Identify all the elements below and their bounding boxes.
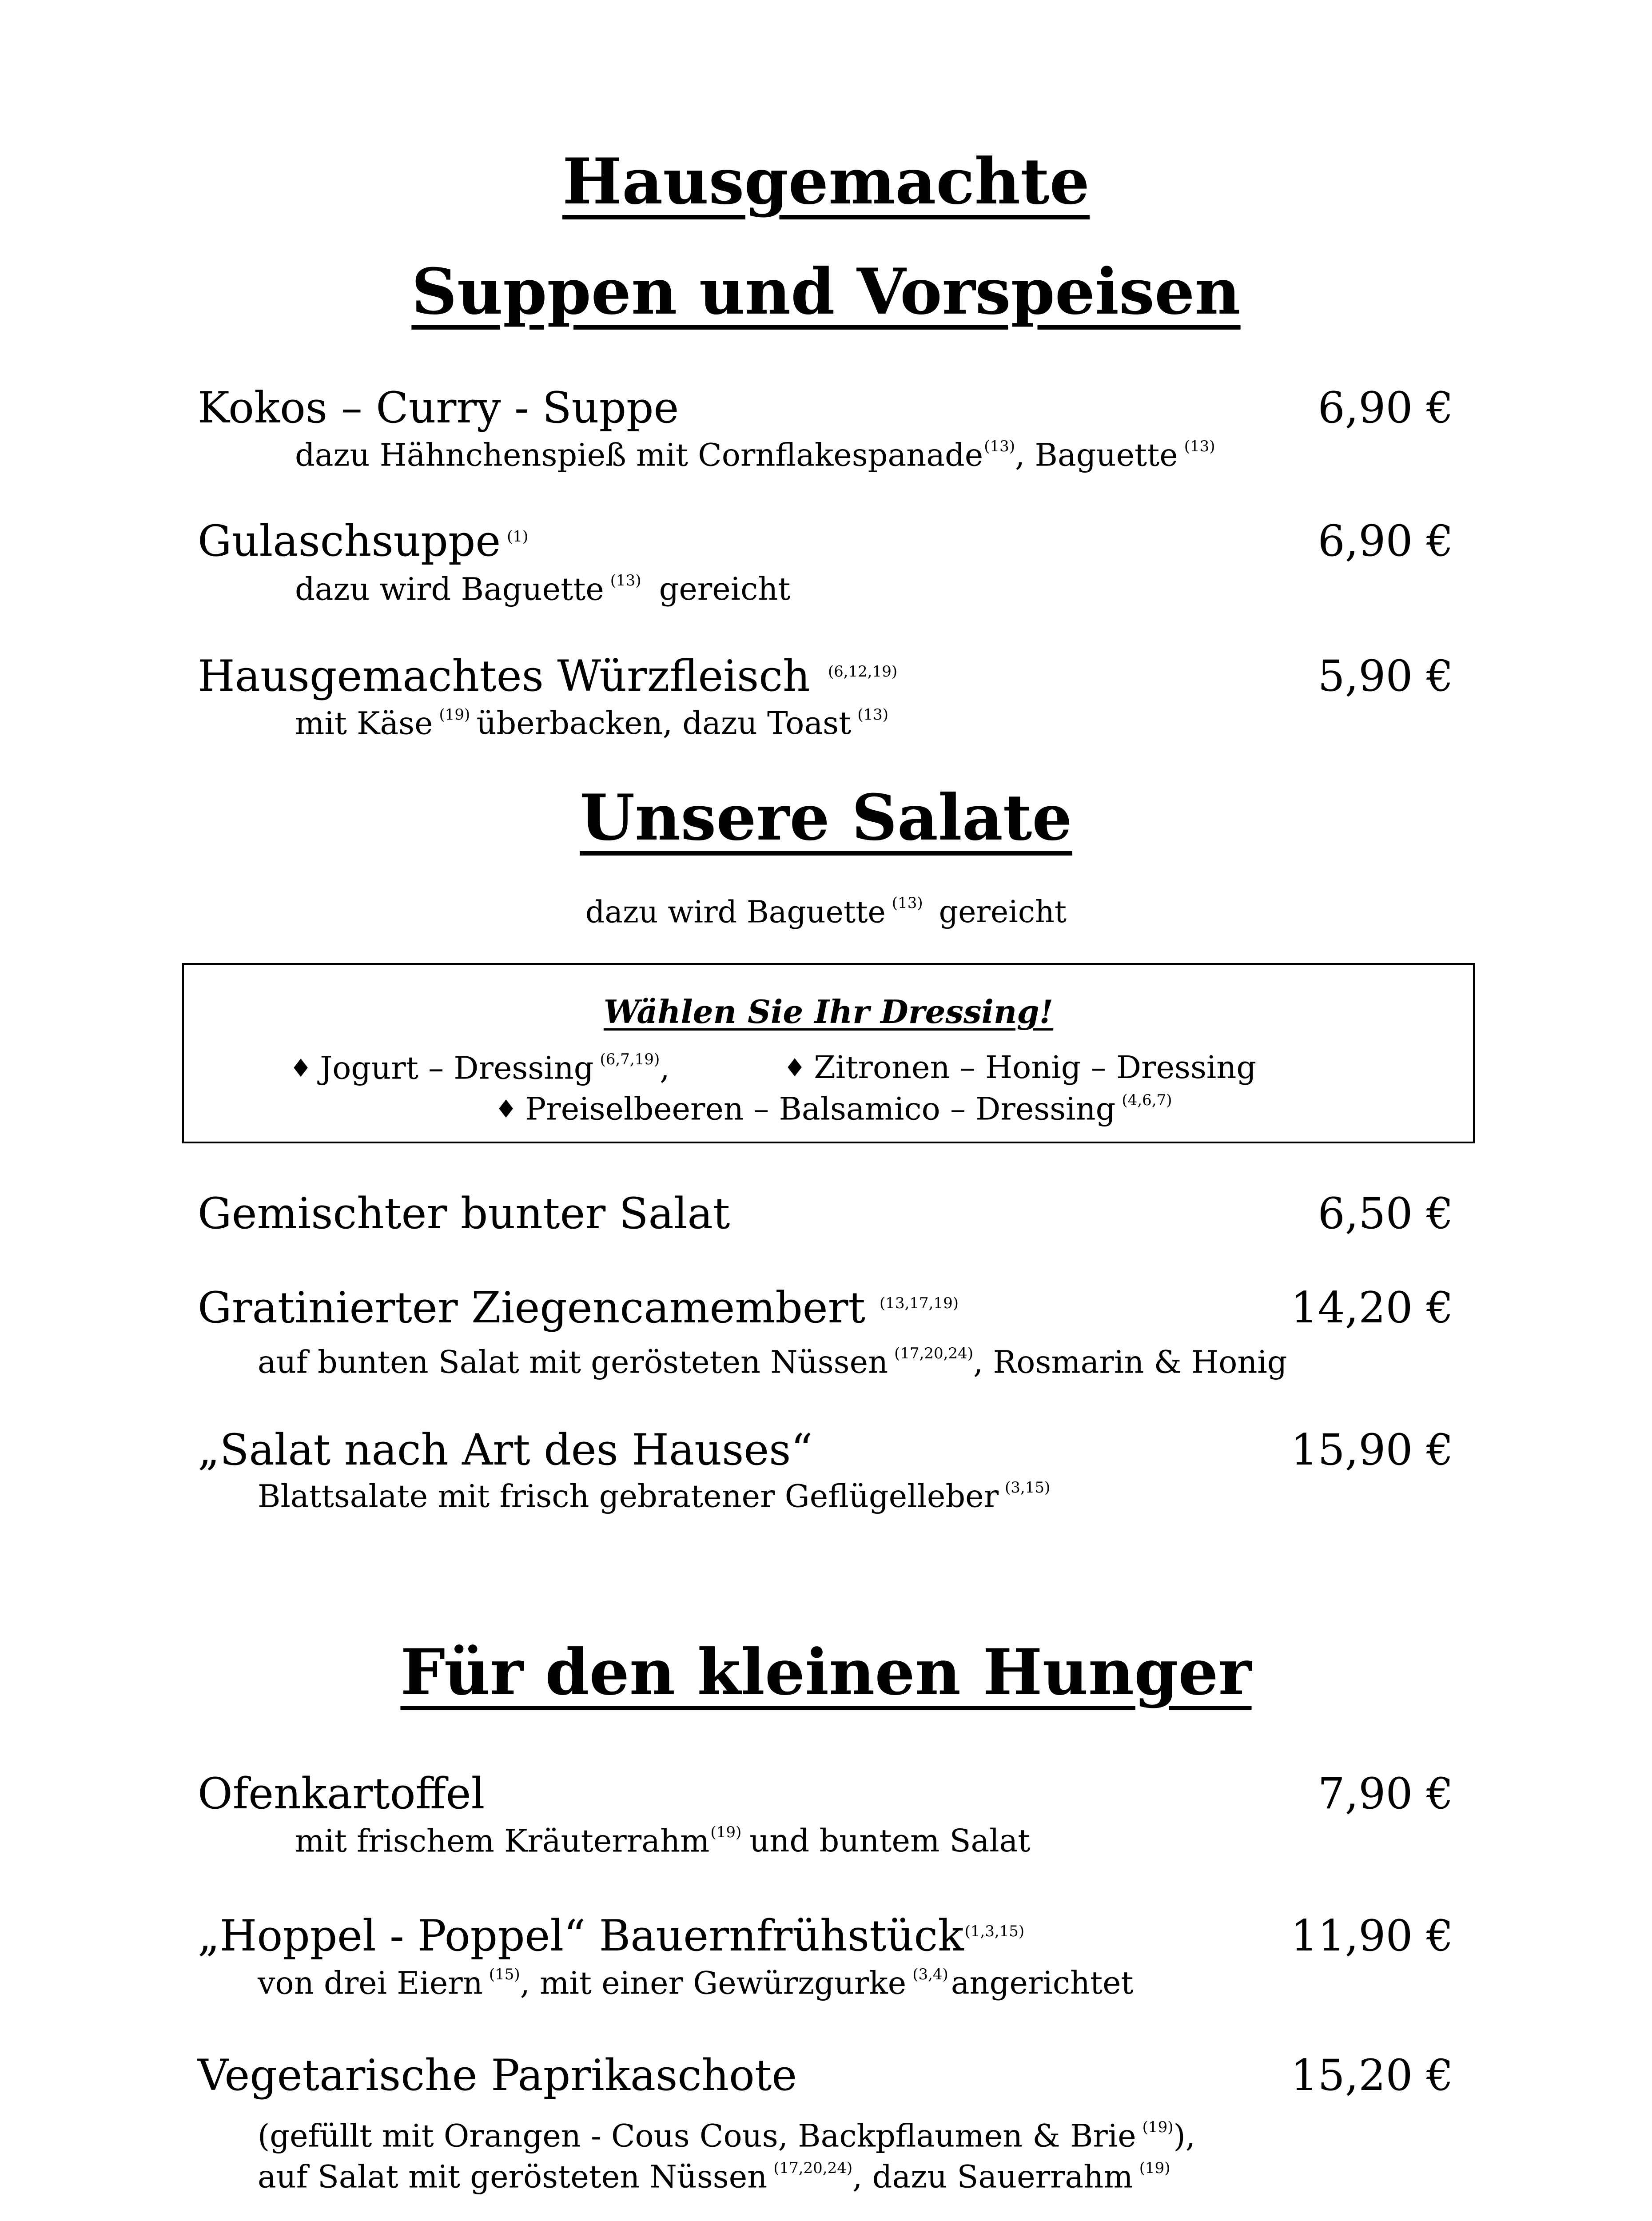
desc-text: , Rosmarin & Honig: [973, 1344, 1287, 1381]
menu-item-description: [258, 1478, 1051, 1515]
allergen-note: (13): [857, 706, 889, 724]
menu-item-description: [258, 1344, 1287, 1381]
menu-item-price: 15,90 €: [1290, 1425, 1453, 1475]
desc-text: von drei Eiern: [258, 1965, 483, 2002]
desc-text: und buntem Salat: [749, 1823, 1031, 1859]
dressing-option: [784, 1049, 1257, 1086]
menu-item-price: 15,20 €: [1290, 2050, 1453, 2100]
section-title-small-hunger: Für den kleinen Hunger: [400, 1636, 1252, 1709]
item-name-text: Hausgemachtes Würzfleisch: [198, 651, 810, 701]
desc-text: mit frischem Kräuterrahm: [295, 1823, 710, 1859]
diamond-bullet-icon: ♦: [290, 1054, 312, 1083]
dressing-option: [290, 1050, 670, 1087]
desc-text: auf bunten Salat mit gerösteten Nüssen: [258, 1344, 888, 1381]
desc-text: , mit einer Gewürzgurke: [520, 1965, 907, 2002]
menu-item-description: [295, 705, 889, 742]
allergen-note: (17,20,24): [773, 2159, 853, 2177]
subline-text: gereicht: [939, 895, 1067, 930]
allergen-note: (17,20,24): [894, 1345, 974, 1362]
salads-subline: [0, 894, 1652, 930]
desc-text: dazu wird Baguette: [295, 571, 604, 608]
menu-item-description: [295, 1823, 1031, 1859]
allergen-note: (13): [1184, 438, 1215, 455]
item-name-text: Gulaschsuppe: [198, 516, 501, 566]
menu-item-price: 6,50 €: [1318, 1189, 1453, 1238]
menu-item-description: [258, 1965, 1134, 2002]
menu-item-price: 6,90 €: [1318, 383, 1453, 433]
allergen-note: (13): [610, 572, 641, 589]
allergen-note: (1): [507, 527, 529, 545]
allergen-note: (1,3,15): [964, 1922, 1025, 1940]
section-title-homemade: Hausgemachte: [562, 145, 1090, 219]
menu-item-description: [295, 437, 1215, 474]
desc-text: mit Käse: [295, 705, 433, 742]
menu-item-description: [258, 2118, 1196, 2154]
allergen-note: (4,6,7): [1122, 1091, 1172, 1109]
menu-item-name: [198, 1283, 959, 1333]
section-title-salads: Unsere Salate: [580, 781, 1072, 855]
menu-item-name: [198, 516, 529, 566]
menu-item-name: [198, 1189, 730, 1238]
desc-text: überbacken, dazu Toast: [476, 705, 852, 742]
diamond-bullet-icon: ♦: [784, 1053, 806, 1083]
desc-text: (gefüllt mit Orangen - Cous Cous, Backpflaumen & Brie: [258, 2118, 1136, 2154]
desc-text: , dazu Sauerrahm: [852, 2158, 1133, 2195]
allergen-note: (3,4): [912, 1966, 948, 1983]
menu-item-name: [198, 383, 679, 433]
allergen-note: (13): [984, 438, 1015, 455]
desc-text: Blattsalate mit frisch gebratener Geflügelleber: [258, 1478, 999, 1515]
item-name-text: Vegetarische Paprikaschote: [198, 2050, 797, 2100]
desc-text: auf Salat mit gerösteten Nüssen: [258, 2158, 768, 2195]
allergen-note: (13,17,19): [880, 1294, 959, 1312]
menu-item-description: [258, 2158, 1170, 2195]
item-name-text: „Salat nach Art des Hauses“: [198, 1425, 813, 1475]
menu-item-price: 6,90 €: [1318, 516, 1453, 566]
item-name-text: Gratinierter Ziegencamembert: [198, 1283, 866, 1333]
dressing-option-label: Jogurt – Dressing: [320, 1050, 594, 1087]
allergen-note: (3,15): [1005, 1479, 1051, 1497]
item-name-text: Ofenkartoffel: [198, 1769, 485, 1819]
desc-text: gereicht: [659, 571, 791, 608]
allergen-note: (19): [1142, 2118, 1174, 2136]
allergen-note: (19): [710, 1823, 742, 1841]
dressing-option: [495, 1091, 1172, 1127]
allergen-note: (6,7,19): [600, 1051, 660, 1068]
dressing-option-label: Preiselbeeren – Balsamico – Dressing: [525, 1091, 1116, 1127]
allergen-note: (19): [1139, 2159, 1170, 2177]
menu-item-name: [198, 2050, 797, 2100]
dressing-option-suffix: ,: [660, 1050, 670, 1087]
allergen-note: (15): [489, 1966, 520, 1983]
desc-text: ),: [1173, 2118, 1196, 2154]
menu-item-price: 11,90 €: [1290, 1911, 1453, 1961]
menu-item-description: [295, 571, 791, 608]
desc-text: dazu Hähnchenspieß mit Cornflakespanade: [295, 437, 983, 474]
subline-text: dazu wird Baguette: [585, 895, 886, 930]
allergen-note: (19): [439, 706, 470, 724]
menu-item-price: 5,90 €: [1318, 651, 1453, 701]
item-name-text: Kokos – Curry - Suppe: [198, 383, 679, 433]
desc-text: angerichtet: [951, 1965, 1134, 2002]
dressing-box: [182, 963, 1475, 1143]
item-name-text: Gemischter bunter Salat: [198, 1189, 730, 1238]
item-name-text: „Hoppel - Poppel“ Bauernfrühstück: [198, 1911, 964, 1961]
menu-item-name: [198, 1425, 813, 1475]
allergen-note: (13): [892, 894, 923, 912]
menu-item-price: 14,20 €: [1290, 1283, 1453, 1333]
menu-item-name: [198, 651, 898, 701]
allergen-note: (6,12,19): [828, 662, 898, 681]
desc-text: , Baguette: [1015, 437, 1178, 474]
section-title-soups-starters: Suppen und Vorspeisen: [411, 255, 1241, 329]
dressing-option-label: Zitronen – Honig – Dressing: [814, 1049, 1257, 1086]
diamond-bullet-icon: ♦: [495, 1095, 517, 1124]
menu-item-name: [198, 1911, 1025, 1961]
dressing-title: Wählen Sie Ihr Dressing!: [603, 993, 1054, 1031]
menu-item-name: [198, 1769, 485, 1819]
menu-item-price: 7,90 €: [1318, 1769, 1453, 1819]
